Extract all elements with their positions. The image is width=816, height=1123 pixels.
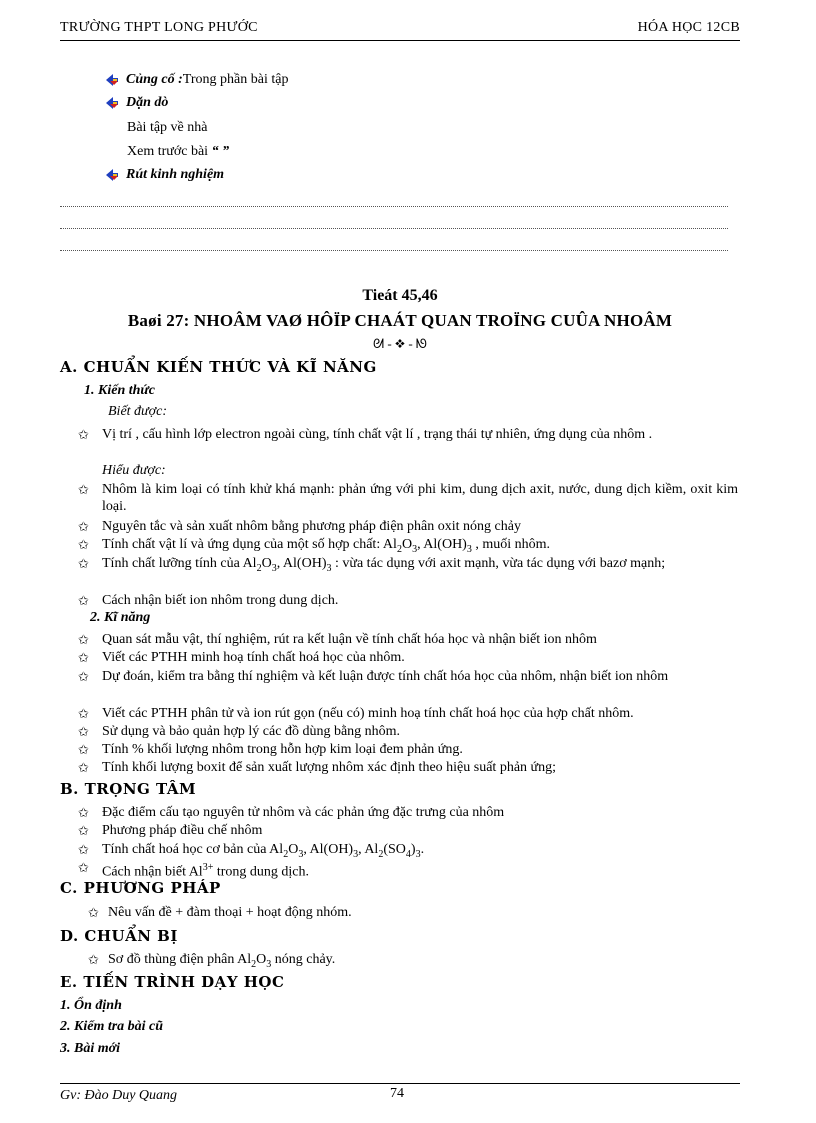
star-icon: ✩ [78,760,89,775]
star-icon: ✩ [78,860,89,875]
preview-text: Xem trước bài [127,144,212,159]
list-item [78,668,738,685]
item-text: Phương pháp điều chế nhôm [102,823,263,838]
list-item [88,951,748,973]
star-icon: ✩ [78,669,89,684]
rut-kinh-nghiem-row [104,167,224,183]
section-c-heading: C. PHƯƠNG PHÁP [60,879,221,897]
item-text: Dự đoán, kiểm tra bằng thí nghiệm và kết luận được tính chất hóa học của nhôm, nhận biết ion nhôm [102,669,669,684]
star-icon: ✩ [78,842,89,857]
star-icon: ✩ [78,823,89,838]
star-icon: ✩ [78,556,89,571]
arrow-bullet-icon [104,95,120,111]
list-item [78,631,738,648]
list-item [78,555,738,577]
section-b-heading: B. TRỌNG TÂM [60,780,197,798]
star-icon: ✩ [78,537,89,552]
star-icon: ✩ [78,482,89,497]
star-icon: ✩ [78,427,89,442]
arrow-bullet-icon [104,72,120,88]
dotted-line [60,228,728,229]
item-text: Sử dụng và bảo quản hợp lý các đồ dùng bằng nhôm. [102,724,401,739]
dan-do-label: Dặn dò [126,95,169,110]
lesson-title: Baøi 27: NHOÂM VAØ HÔÏP CHAÁT QUAN TROÏNG CUÛA NHOÂM [127,311,673,330]
school-name: TRƯỜNG THPT LONG PHƯỚC [60,20,258,35]
star-icon: ✩ [88,905,99,920]
homework-line: Bài tập về nhà [127,120,208,135]
biet-duoc-label: Biết được: [108,404,168,419]
item-text: Cách nhận biết ion nhôm trong dung dịch. [102,593,339,608]
cung-co-label: Củng cố : [126,72,183,87]
list-item [88,904,748,921]
page-header [60,20,740,41]
list-item [78,759,738,776]
lesson-period: Tieát 45,46 [362,287,438,304]
list-item [78,822,738,839]
arrow-bullet-icon [104,167,120,183]
subject-name: HÓA HỌC 12CB [637,20,740,35]
section-e-heading: E. TIẾN TRÌNH DẠY HỌC [60,973,285,991]
dotted-line [60,206,728,207]
star-icon: ✩ [78,632,89,647]
item-text: Nhôm là kim loại có tính khử khá mạnh: phản ứng với phi kim, dung dịch axit, nước, dung dịch kiềm, oxit kim loại. [102,482,738,514]
star-icon: ✩ [78,742,89,757]
preview-line [127,144,229,160]
title-ornament: ᘛ - ❖ - ᘚ [373,336,427,351]
preview-quote: “ ” [211,144,230,159]
list-item [78,859,738,881]
item-text: Tính chất lưỡng tính của $Al_2O_3$, $Al(OH)_3$ : vừa tác dụng với axit mạnh, vừa tác dụng với bazơ mạnh; [102,556,666,574]
item-text: Vị trí , cấu hình lớp electron ngoài cùng, tính chất vật lí , trạng thái tự nhiên, ứng dụng của nhôm . [102,427,653,442]
dotted-line [60,250,728,251]
list-item [78,804,738,821]
star-icon: ✩ [78,706,89,721]
list-item [78,426,738,443]
star-icon: ✩ [78,519,89,534]
rut-kinh-nghiem-label: Rút kinh nghiệm [126,167,225,182]
cung-co-row [104,72,288,88]
step-1: 1. Ổn định [60,998,122,1013]
item-text: Nguyên tắc và sản xuất nhôm bằng phương pháp điện phân oxit nóng chảy [102,519,521,534]
page-number: 74 [390,1086,404,1101]
section-d-heading: D. CHUẨN BỊ [60,927,178,945]
item-text: Sơ đồ thùng điện phân $Al_2O_3$ nóng chảy. [108,952,336,970]
step-3: 3. Bài mới [60,1041,121,1056]
list-item [78,705,738,722]
dan-do-row [104,95,168,111]
item-text: Cách nhận biết $Al^{3+}$ trong dung dịch. [102,862,309,880]
kien-thuc-heading: 1. Kiến thức [84,383,156,398]
list-item [78,518,738,535]
item-text: Tính chất hoá học cơ bản của $Al_2O_3$, $Al(OH)_3$, $Al_2(SO_4)_3$. [102,842,425,860]
item-text: Tính chất vật lí và ứng dụng của một số hợp chất: $Al_2O_3$, $Al(OH)_3$ , muối nhôm. [102,537,551,555]
step-2: 2. Kiểm tra bài cũ [60,1019,164,1034]
teacher-name: Gv: Đào Duy Quang [60,1088,178,1103]
ki-nang-heading: 2. Kĩ năng [90,610,151,625]
item-text: Tính % khối lượng nhôm trong hỗn hợp kim loại đem phản ứng. [102,742,463,757]
star-icon: ✩ [88,952,99,967]
list-item [78,741,738,758]
hieu-duoc-label: Hiểu được: [102,463,166,478]
section-a-heading: A. CHUẨN KIẾN THỨC VÀ KĨ NĂNG [60,358,377,376]
item-text: Đặc điểm cấu tạo nguyên tử nhôm và các phản ứng đặc trưng của nhôm [102,805,505,820]
item-text: Viết các PTHH phân tử và ion rút gọn (nếu có) minh hoạ tính chất hoá học của hợp chất nhôm. [102,706,634,721]
list-item [78,723,738,740]
star-icon: ✩ [78,805,89,820]
star-icon: ✩ [78,724,89,739]
item-text: Viết các PTHH minh hoạ tính chất hoá học của nhôm. [102,650,405,665]
item-text: Tính khối lượng boxit để sản xuất lượng nhôm xác định theo hiệu suất phản ứng; [102,760,557,775]
list-item [78,592,738,609]
list-item [78,649,738,666]
item-text: Quan sát mẫu vật, thí nghiệm, rút ra kết luận về tính chất hóa học và nhận biết ion nhôm [102,632,597,647]
cung-co-text: Trong phần bài tập [182,72,289,87]
item-text: Nêu vấn đề + đàm thoại + hoạt động nhóm. [108,905,352,920]
star-icon: ✩ [78,650,89,665]
page-footer [60,1083,740,1103]
list-item [78,481,738,515]
star-icon: ✩ [78,593,89,608]
